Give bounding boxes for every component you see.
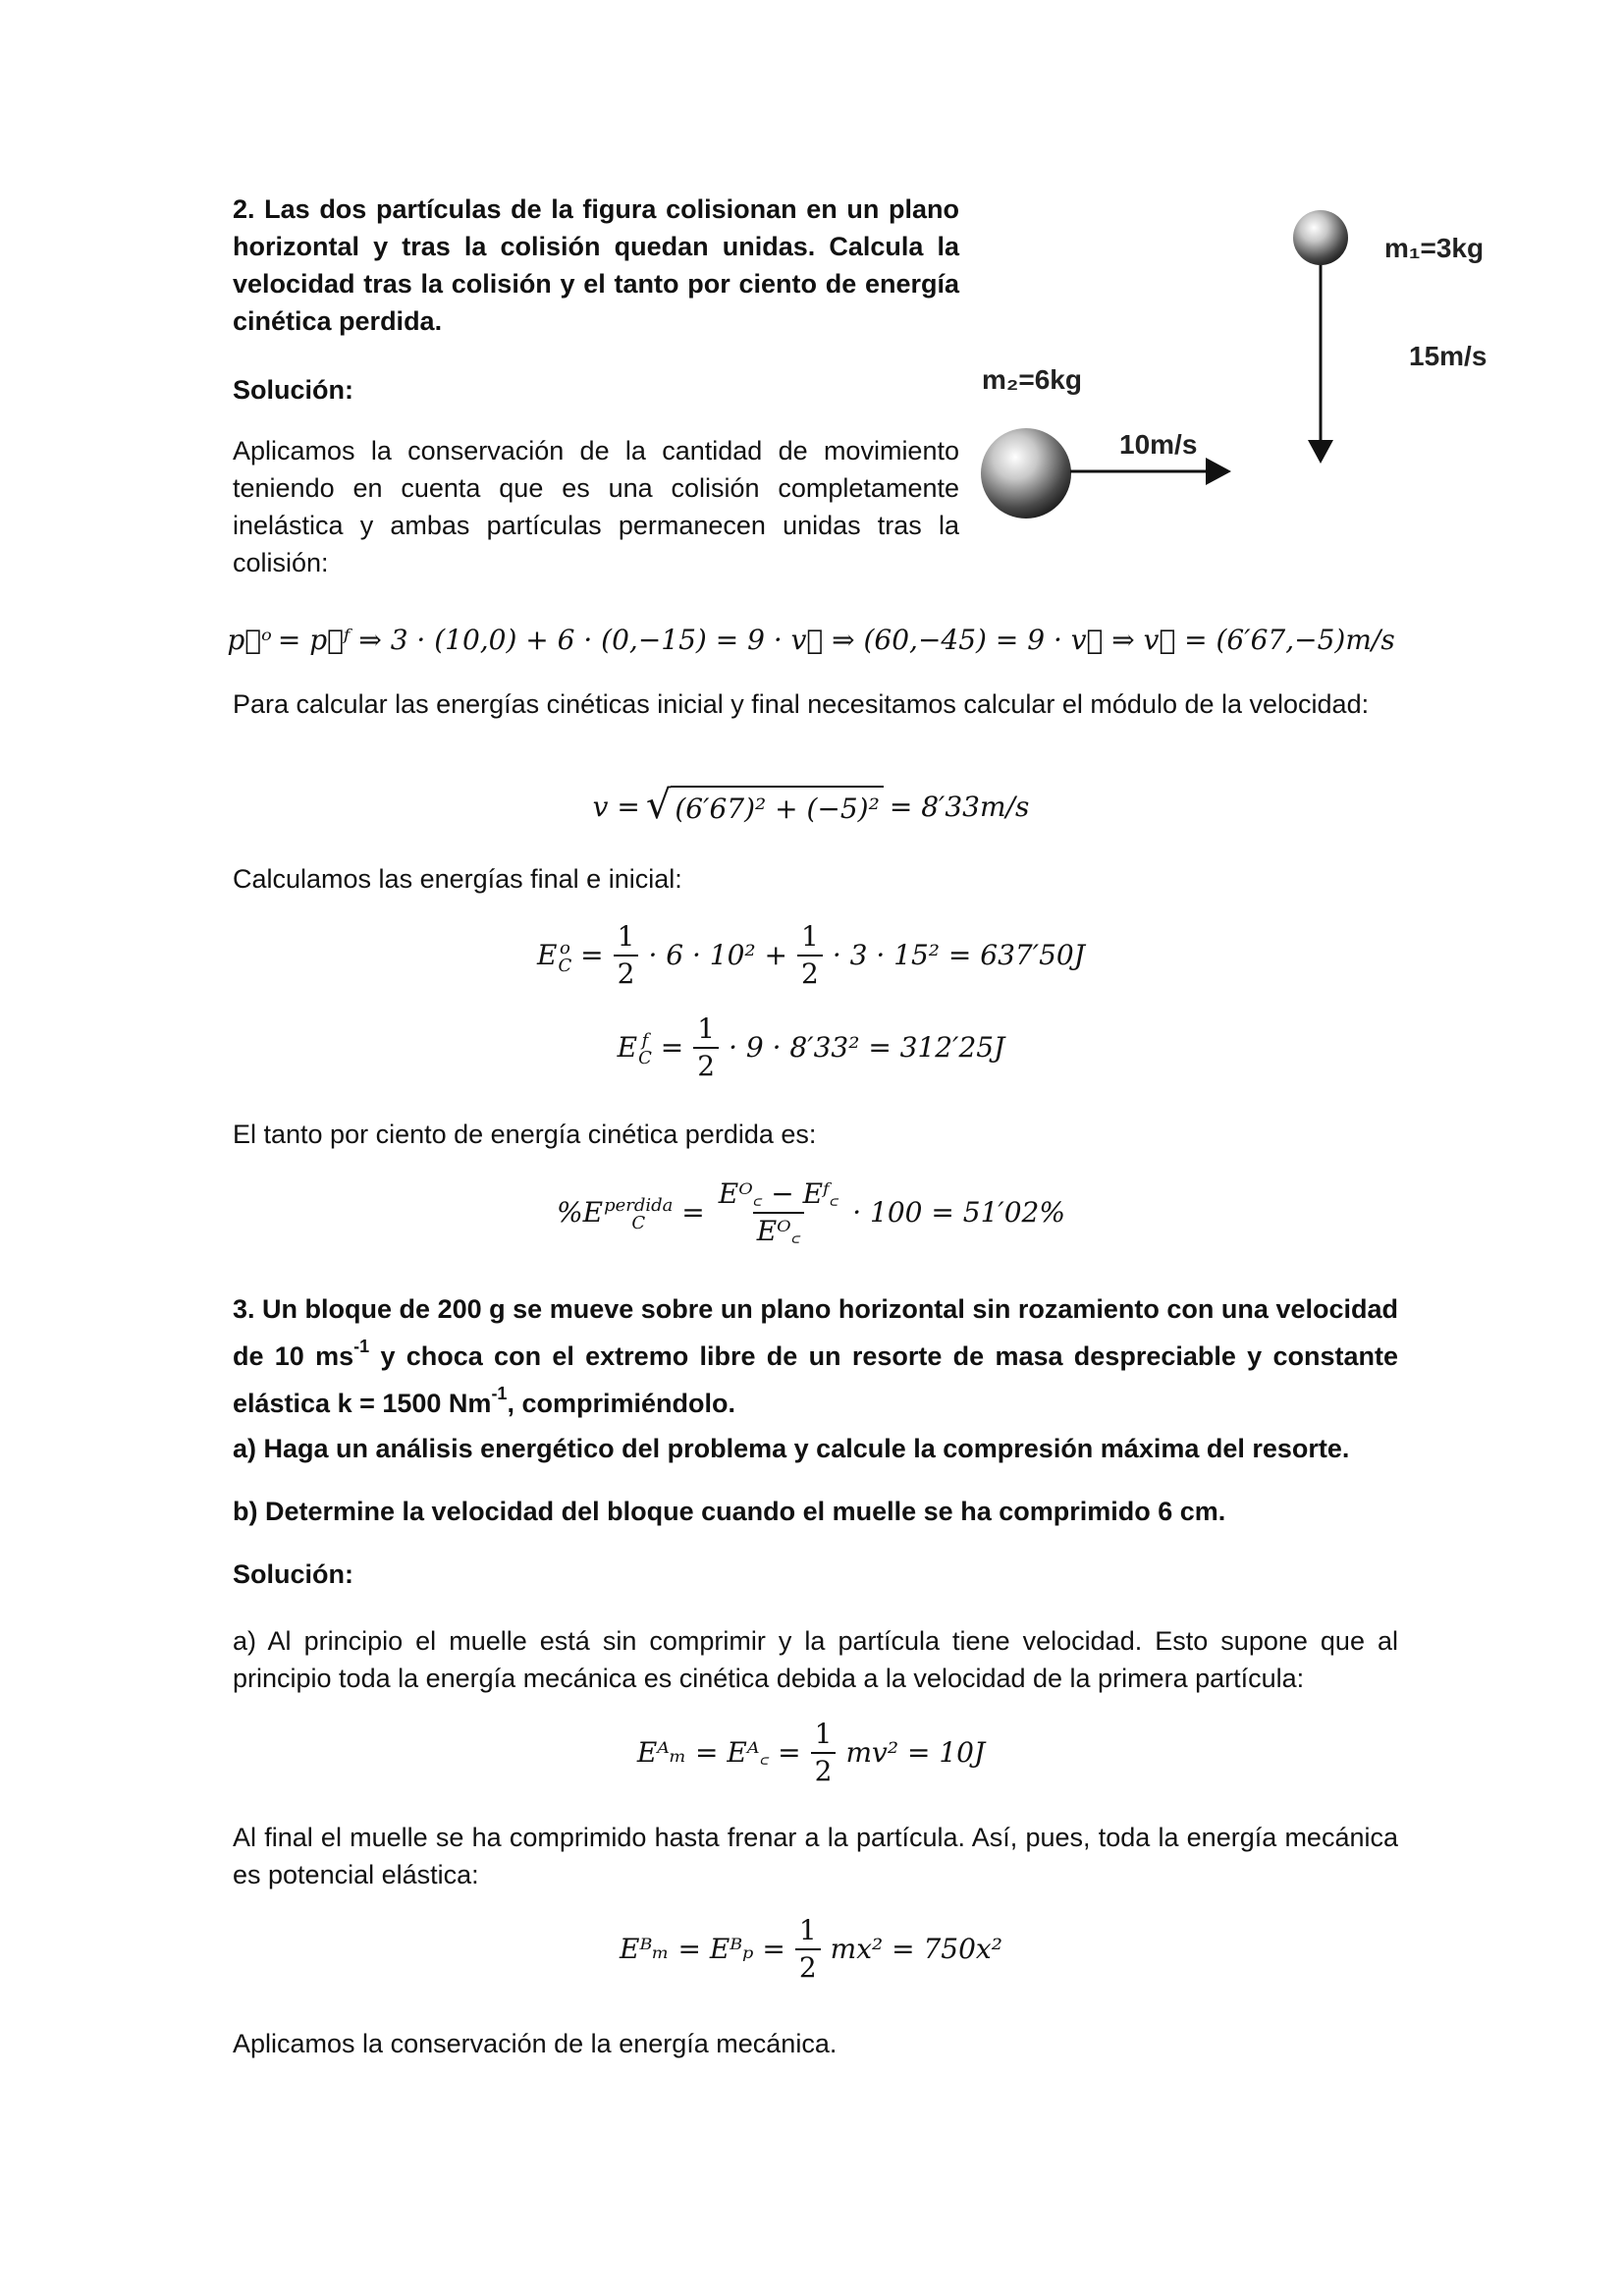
pct-rhs: · 100 = 51′02% — [852, 1196, 1065, 1229]
pct-sub: C — [631, 1212, 646, 1233]
problem-3-part-a: a) Haga un análisis energético del problema y calcule la compresión máxima del resorte. — [233, 1434, 1350, 1463]
label-m1: m₁=3kg — [1384, 233, 1485, 263]
energy-b-lhs: Eᴮₘ = Eᴮₚ = — [620, 1933, 785, 1965]
equation-energy-a — [0, 1717, 1622, 1789]
speed-text: Para calcular las energías cinéticas inicial y final necesitamos calcular el módulo de la velocidad: — [233, 689, 1370, 719]
speed-radicand: (6′67)² + (−5)² — [671, 786, 883, 829]
ec0-sup: o — [559, 937, 570, 958]
problem-3-statement: 3. Un bloque de 200 g se mueve sobre un plano horizontal sin rozamiento con una velocidad de 10 $ms^{-1}$ y choca con el extremo libre de un resorte de masa despreciable y constante elástica k = 1500 $Nm^{-1}$, comprimiéndolo. — [233, 1294, 1398, 1418]
problem-3-part-b: b) Determine la velocidad del bloque cuando el muelle se ha comprimido 6 cm. — [233, 1497, 1226, 1526]
speed-lhs: v = — [592, 791, 640, 823]
fraction-percent: $\frac{\text{Eᴼ꜀ − Eᶠ꜀}}{\text{Eᴼ꜀}}$ — [718, 1177, 839, 1247]
ec0-mid: · 6 · 10² + — [648, 939, 788, 971]
final-state-text: Al final el muelle se ha comprimido hasta frenar a la partícula. Así, pues, toda la energía mecánica es potencial elástica: — [233, 1823, 1398, 1889]
particle-m1 — [1293, 210, 1348, 265]
energy-b-rhs: mx² = 750x² — [830, 1933, 1002, 1965]
fraction-half-4: $\frac{1}{2}$ — [811, 1717, 837, 1789]
pct-sup: perdida — [604, 1194, 674, 1216]
problem-3-solution-a: a) Al principio el muelle está sin comprimir y la partícula tiene velocidad. Esto supone que al principio toda la energía mecánica es cinética debida a la velocidad de la primera partícula: — [233, 1626, 1398, 1693]
speed-rhs: = 8′33m/s — [889, 791, 1030, 823]
equation-final-kinetic-energy: E f C = $\frac{1}{2}$ · 9 · 8′33² = 312′25J — [617, 1012, 1005, 1082]
equation-energy-b — [0, 1913, 1622, 1986]
equation-speed — [0, 783, 1622, 829]
ecf-symbol: E — [617, 1031, 638, 1064]
energies-text: Calculamos las energías final e inicial: — [233, 864, 682, 894]
arrow-head-down-icon — [1308, 440, 1333, 464]
conservation-text: Aplicamos la conservación de la energía mecánica. — [233, 2029, 838, 2058]
ecf-end: · 9 · 8′33² = 312′25J — [729, 1031, 1005, 1064]
ecf-sub: C — [638, 1047, 652, 1068]
equation-momentum — [0, 621, 1622, 660]
percent-text: El tanto por ciento de energía cinética perdida es: — [233, 1120, 817, 1149]
collision-figure — [972, 196, 1522, 530]
ecf-sup: f — [641, 1029, 649, 1051]
fraction-half-1: $\frac{1}{2}$ — [614, 919, 639, 992]
square-root: √ (6′67)² + (−5)² — [646, 786, 884, 829]
ec0-symbol: E — [537, 939, 558, 971]
fraction-half-2: $\frac{1}{2}$ — [797, 919, 823, 992]
problem-2-solution-heading: Solución: — [233, 375, 353, 405]
problem-2-statement: 2. Las dos partículas de la figura colisionan en un plano horizontal y tras la colisión quedan unidas. Calcula la velocidad tras la colisión y el tanto por ciento de energía cinética perdida. — [233, 194, 959, 336]
equation-percent-lost: %E perdida C = $\frac{\text{Eᴼ꜀ − Eᶠ꜀}}{\text{Eᴼ꜀}}$ · 100 = 51′02% — [557, 1177, 1065, 1247]
energy-a-lhs: Eᴬₘ = Eᴬ꜀ = — [636, 1736, 801, 1769]
problem-2-intro: Aplicamos la conservación de la cantidad de movimiento teniendo en cuenta que es una colisión completamente inelástica y ambas partículas permanecen unidas tras la colisión: — [233, 436, 959, 577]
ec0-end: · 3 · 15² = 637′50J — [832, 939, 1085, 971]
label-v1: 15m/s — [1409, 341, 1487, 371]
pct-symbol: %E — [557, 1196, 604, 1229]
ec0-sub: C — [558, 955, 572, 976]
momentum-lhs: p⃗ᵒ — [227, 624, 272, 656]
problem-3-solution-heading: Solución: — [233, 1559, 353, 1589]
fraction-half-5: $\frac{1}{2}$ — [795, 1913, 821, 1986]
label-v2: 10m/s — [1119, 429, 1198, 460]
arrow-head-right-icon — [1206, 458, 1231, 485]
energy-a-rhs: mv² = 10J — [845, 1736, 986, 1769]
particle-m2 — [981, 428, 1071, 519]
label-m2: m₂=6kg — [982, 364, 1082, 395]
momentum-rhs: = p⃗ᶠ ⇒ 3 · (10,0) + 6 · (0,−15) = 9 · v⃗ ⇒ (60,−45) = 9 · v⃗ ⇒ v⃗ = (6′67,−5)m/s — [277, 624, 1395, 656]
fraction-half-3: $\frac{1}{2}$ — [693, 1011, 719, 1084]
equation-initial-kinetic-energy: E o C = $\frac{1}{2}$ · 6 · 10² + $\frac{1}{2}$ · 3 · 15² = 637′50J — [537, 920, 1085, 990]
